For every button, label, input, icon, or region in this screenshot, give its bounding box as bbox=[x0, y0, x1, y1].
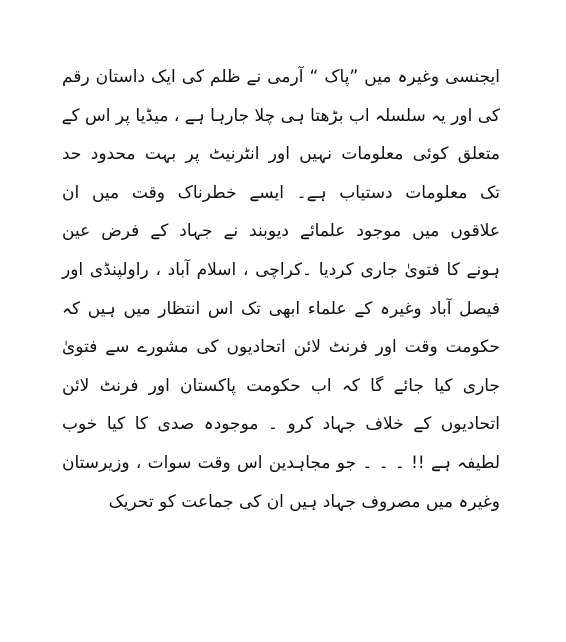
text-line-8: حکومت وقت اور فرنٹ لائن اتحادیوں کی مشورے سے فتویٰ bbox=[62, 337, 500, 358]
text-line-4: تک معلومات دستیاب ہے۔ ایسے خطرناک وقت میں ان bbox=[62, 182, 500, 203]
text-line-11: لطیفہ ہے !! ۔ ۔ ۔ جو مجاہدین اس وقت سوات ، وزیرستان bbox=[62, 452, 500, 473]
urdu-paragraph bbox=[62, 58, 500, 521]
text-line-10: اتحادیوں کے خلاف جہاد کرو ۔ موجودہ صدی کا کیا خوب bbox=[62, 414, 500, 435]
text-line-7: فیصل آباد وغیرہ کے علماء ابھی تک اس انتظار میں ہیں کہ bbox=[62, 298, 500, 319]
text-line-5: علاقوں میں موجود علمائے دیوبند نے جہاد کے فرض عین bbox=[62, 221, 500, 242]
text-line-2: کی اور یہ سلسلہ اب بڑھتا ہی چلا جارہا ہے ، میڈیا پر اس کے bbox=[61, 105, 500, 126]
text-line-3: متعلق کوئی معلومات نہیں اور انٹرنیٹ پر بہت محدود حد bbox=[62, 144, 500, 165]
text-line-9: جاری کیا جائے گا کہ اب حکومت پاکستان اور فرنٹ لائن bbox=[62, 375, 500, 396]
text-line-1: ایجنسی وغیرہ میں ”پاک “ آرمی نے ظلم کی ایک داستان رقم bbox=[62, 67, 500, 87]
text-line-6: ہونے کا فتویٰ جاری کردیا ۔کراچی ، اسلام آباد ، راولپنڈی اور bbox=[62, 259, 500, 280]
text-line-12: وغیرہ میں مصروف جہاد ہیں ان کی جماعت کو تحریک bbox=[108, 491, 500, 512]
